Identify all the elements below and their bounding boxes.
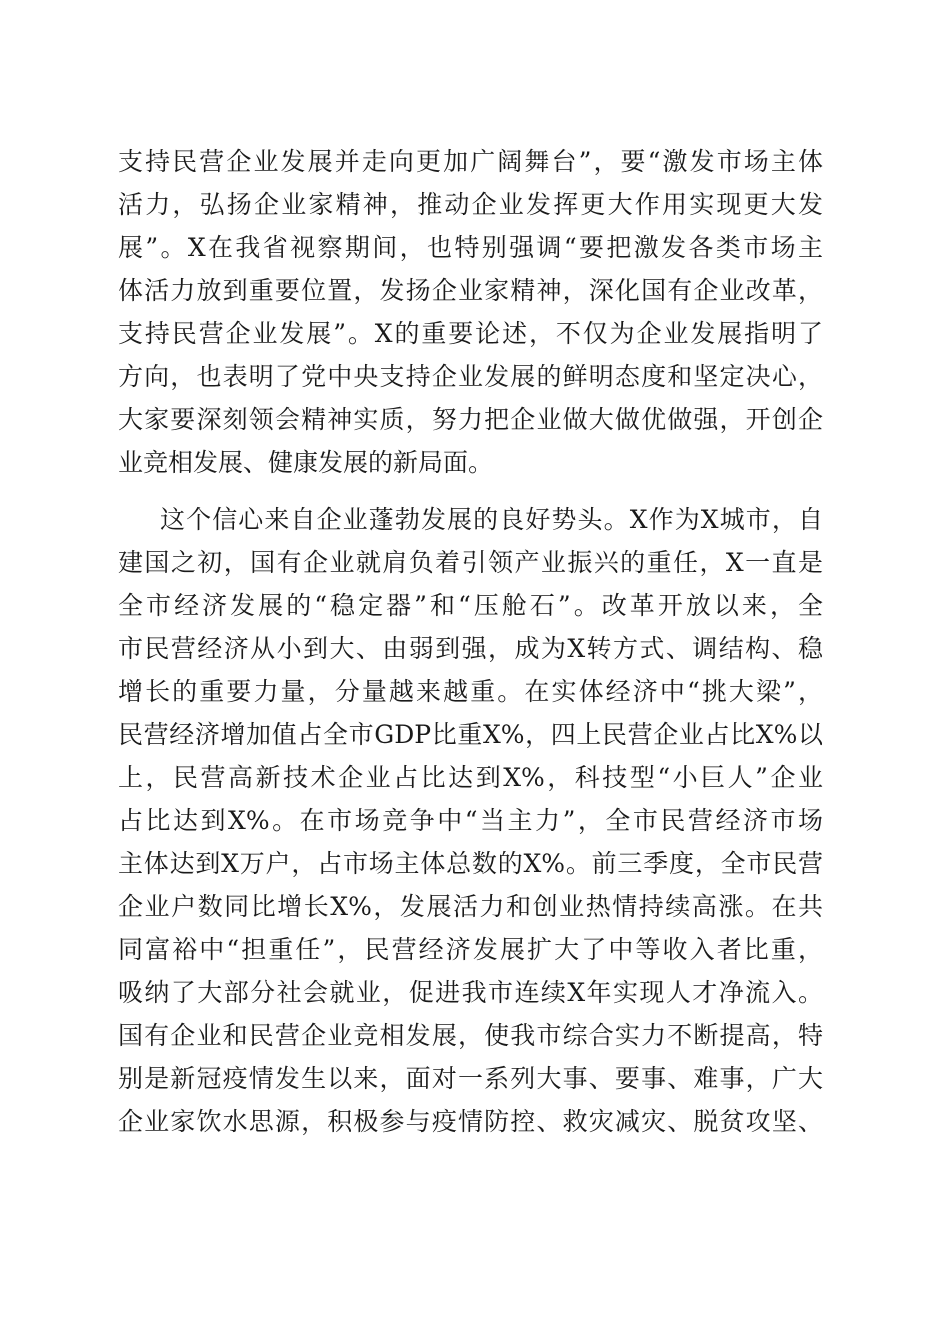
- text-line: 业竞相发展、健康发展的新局面。: [118, 448, 494, 477]
- text-line: 企业家饮水思源，积极参与疫情防控、救灾减灾、脱贫攻坚、: [118, 1107, 823, 1136]
- text-line: 建国之初，国有企业就肩负着引领产业振兴的重任，X一直是: [118, 548, 823, 577]
- text-line: 支持民营企业发展”。X的重要论述，不仅为企业发展指明了: [118, 319, 823, 348]
- text-line: 方向，也表明了党中央支持企业发展的鲜明态度和坚定决心，: [118, 362, 823, 391]
- text-line: 体活力放到重要位置，发扬企业家精神，深化国有企业改革，: [118, 276, 823, 305]
- text-line: 民营经济增加值占全市GDP比重X%，四上民营企业占比X%以: [118, 720, 823, 749]
- text-line: 展”。X在我省视察期间，也特别强调“要把激发各类市场主: [118, 233, 823, 262]
- text-line: 活力，弘扬企业家精神，推动企业发挥更大作用实现更大发: [118, 190, 823, 219]
- text-line: 上，民营高新技术企业占比达到X%，科技型“小巨人”企业: [118, 763, 823, 792]
- text-line: 国有企业和民营企业竞相发展，使我市综合实力不断提高，特: [118, 1021, 823, 1050]
- text-line: 增长的重要力量，分量越来越重。在实体经济中“挑大梁”，: [118, 677, 823, 706]
- text-line: 同富裕中“担重任”，民营经济发展扩大了中等收入者比重，: [118, 935, 823, 964]
- text-line: 全市经济发展的“稳定器”和“压舱石”。改革开放以来，全: [118, 591, 823, 620]
- text-line: 这个信心来自企业蓬勃发展的良好势头。X作为X城市，自: [160, 505, 823, 534]
- text-line: 主体达到X万户，占市场主体总数的X%。前三季度，全市民营: [118, 849, 823, 878]
- text-line: 占比达到X%。在市场竞争中“当主力”，全市民营经济市场: [118, 806, 823, 835]
- text-line: 企业户数同比增长X%，发展活力和创业热情持续高涨。在共: [118, 892, 823, 921]
- text-line: 大家要深刻领会精神实质，努力把企业做大做优做强，开创企: [118, 405, 823, 434]
- text-line: 市民营经济从小到大、由弱到强，成为X转方式、调结构、稳: [118, 634, 823, 663]
- text-line: 吸纳了大部分社会就业，促进我市连续X年实现人才净流入。: [118, 978, 823, 1007]
- text-line: 支持民营企业发展并走向更加广阔舞台”，要“激发市场主体: [118, 147, 823, 176]
- text-line: 别是新冠疫情发生以来，面对一系列大事、要事、难事，广大: [118, 1064, 823, 1093]
